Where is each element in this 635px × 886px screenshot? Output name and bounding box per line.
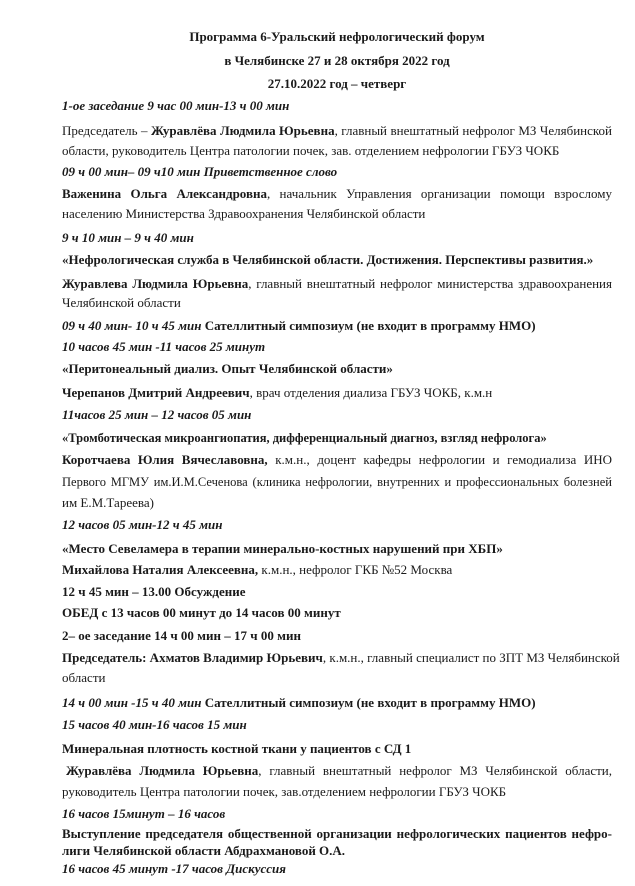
talk-title-cont: лиги Челябинской области Абдрахмановой О.А. bbox=[62, 843, 346, 858]
chair-name: Председатель: Ахматов Владимир Юрьевич bbox=[62, 650, 323, 665]
speaker-role: , начальник Управления организации помощи взрослому bbox=[267, 186, 612, 201]
time-slot: 16 часов 15минут – 16 часов bbox=[62, 806, 226, 821]
lunch-line: ОБЕД с 13 часов 00 минут до 14 часов 00 минут bbox=[62, 605, 341, 620]
document-title: Программа 6-Уральский нефрологический форум bbox=[189, 29, 485, 44]
document-date: 27.10.2022 год – четверг bbox=[267, 76, 407, 91]
speaker-line bbox=[62, 562, 612, 578]
speaker-line bbox=[62, 452, 612, 468]
talk-title: Минеральная плотность костной ткани у пациентов с СД 1 bbox=[62, 741, 412, 756]
chair-name: Журавлёва Людмила Юрьевна bbox=[150, 123, 335, 138]
talk-title: «Место Севеламера в терапии минерально-костных нарушений при ХБП» bbox=[62, 541, 503, 556]
session-heading: 1-ое заседание 9 час 00 мин-13 ч 00 мин bbox=[62, 98, 290, 113]
speaker-name: Журавлева Людмила Юрьевна bbox=[62, 276, 249, 291]
symposium-title: Сателлитный симпозиум (не входит в программу НМО) bbox=[204, 318, 536, 333]
chair-line bbox=[62, 123, 612, 139]
time-slot: 09 ч 40 мин- 10 ч 45 мин bbox=[62, 318, 205, 333]
chair-role: , к.м.н., главный специалист по ЗПТ МЗ Челябинской bbox=[322, 650, 620, 665]
time-slot: 14 ч 00 мин -15 ч 40 мин bbox=[62, 695, 205, 710]
document-subtitle: в Челябинске 27 и 28 октября 2022 год bbox=[224, 53, 450, 68]
symposium-line bbox=[62, 318, 612, 334]
speaker-name: Журавлёва Людмила Юрьевна bbox=[66, 763, 259, 778]
time-slot: 11часов 25 мин – 12 часов 05 мин bbox=[62, 407, 252, 422]
speaker-line bbox=[62, 186, 612, 202]
chair-role-cont: области bbox=[62, 670, 106, 685]
speaker-name: Черепанов Дмитрий Андреевич bbox=[62, 385, 250, 400]
speaker-role-cont: руководитель Центра патологии почек, зав.отделением нефрологии ГБУЗ ЧОКБ bbox=[62, 784, 507, 799]
speaker-name: Михайлова Наталия Алексеевна, bbox=[62, 562, 259, 577]
speaker-role: , врач отделения диализа ГБУЗ ЧОКБ, к.м.н bbox=[249, 385, 493, 400]
time-slot: 9 ч 10 мин – 9 ч 40 мин bbox=[62, 230, 194, 245]
talk-title: Выступление председателя общественной организации нефрологических пациентов нефро- bbox=[62, 826, 612, 841]
talk-title: «Тромботическая микроангиопатия, дифференциальный диагноз, взгляд нефролога» bbox=[62, 431, 547, 445]
time-slot: 12 часов 05 мин-12 ч 45 мин bbox=[62, 517, 223, 532]
symposium-line bbox=[62, 695, 612, 711]
chair-prefix: Председатель – bbox=[62, 123, 151, 138]
speaker-line bbox=[62, 763, 612, 779]
session-heading: 2– ое заседание 14 ч 00 мин – 17 ч 00 мин bbox=[62, 628, 301, 643]
time-slot: 10 часов 45 мин -11 часов 25 минут bbox=[62, 339, 266, 354]
speaker-role: к.м.н., нефролог ГКБ №52 Москва bbox=[258, 562, 453, 577]
discussion-line: 12 ч 45 мин – 13.00 Обсуждение bbox=[62, 584, 246, 599]
speaker-role: к.м.н., доцент кафедры нефрологии и гемодиализа ИНО bbox=[267, 452, 612, 467]
speaker-name: Коротчаева Юлия Вячеславовна, bbox=[62, 452, 268, 467]
chair-line bbox=[62, 650, 620, 666]
speaker-name: Важенина Ольга Александровна bbox=[62, 186, 267, 201]
speaker-role-cont: Челябинской области bbox=[62, 295, 181, 310]
speaker-role: , главный внештатный нефролог министерства здравоохранения bbox=[248, 276, 612, 291]
symposium-title: Сателлитный симпозиум (не входит в программу НМО) bbox=[204, 695, 536, 710]
talk-title: «Перитонеальный диализ. Опыт Челябинской области» bbox=[62, 361, 393, 376]
speaker-role-cont: им Е.М.Тареева) bbox=[62, 495, 154, 510]
speaker-role-cont: населению Министерства Здравоохранения Челябинской области bbox=[62, 206, 426, 221]
chair-role: , главный внештатный нефролог МЗ Челябинской bbox=[334, 123, 612, 138]
time-slot: 15 часов 40 мин-16 часов 15 мин bbox=[62, 717, 247, 732]
speaker-role-cont: Первого МГМУ им.И.М.Сеченова (клиника нефрологии, внутренних и профессиональных болезней bbox=[62, 475, 612, 489]
speaker-line bbox=[62, 276, 612, 292]
speaker-line bbox=[62, 385, 612, 401]
chair-role-cont: области, руководитель Центра патологии почек, зав. отделением нефрологии ГБУЗ ЧОКБ bbox=[62, 143, 560, 158]
time-slot: 09 ч 00 мин– 09 ч10 мин Приветственное слово bbox=[62, 164, 338, 179]
time-slot: 16 часов 45 минут -17 часов Дискуссия bbox=[62, 861, 286, 876]
talk-title: «Нефрологическая служба в Челябинской области. Достижения. Перспективы развития.» bbox=[62, 252, 594, 267]
speaker-role: , главный внештатный нефролог МЗ Челябинской области, bbox=[258, 763, 612, 778]
